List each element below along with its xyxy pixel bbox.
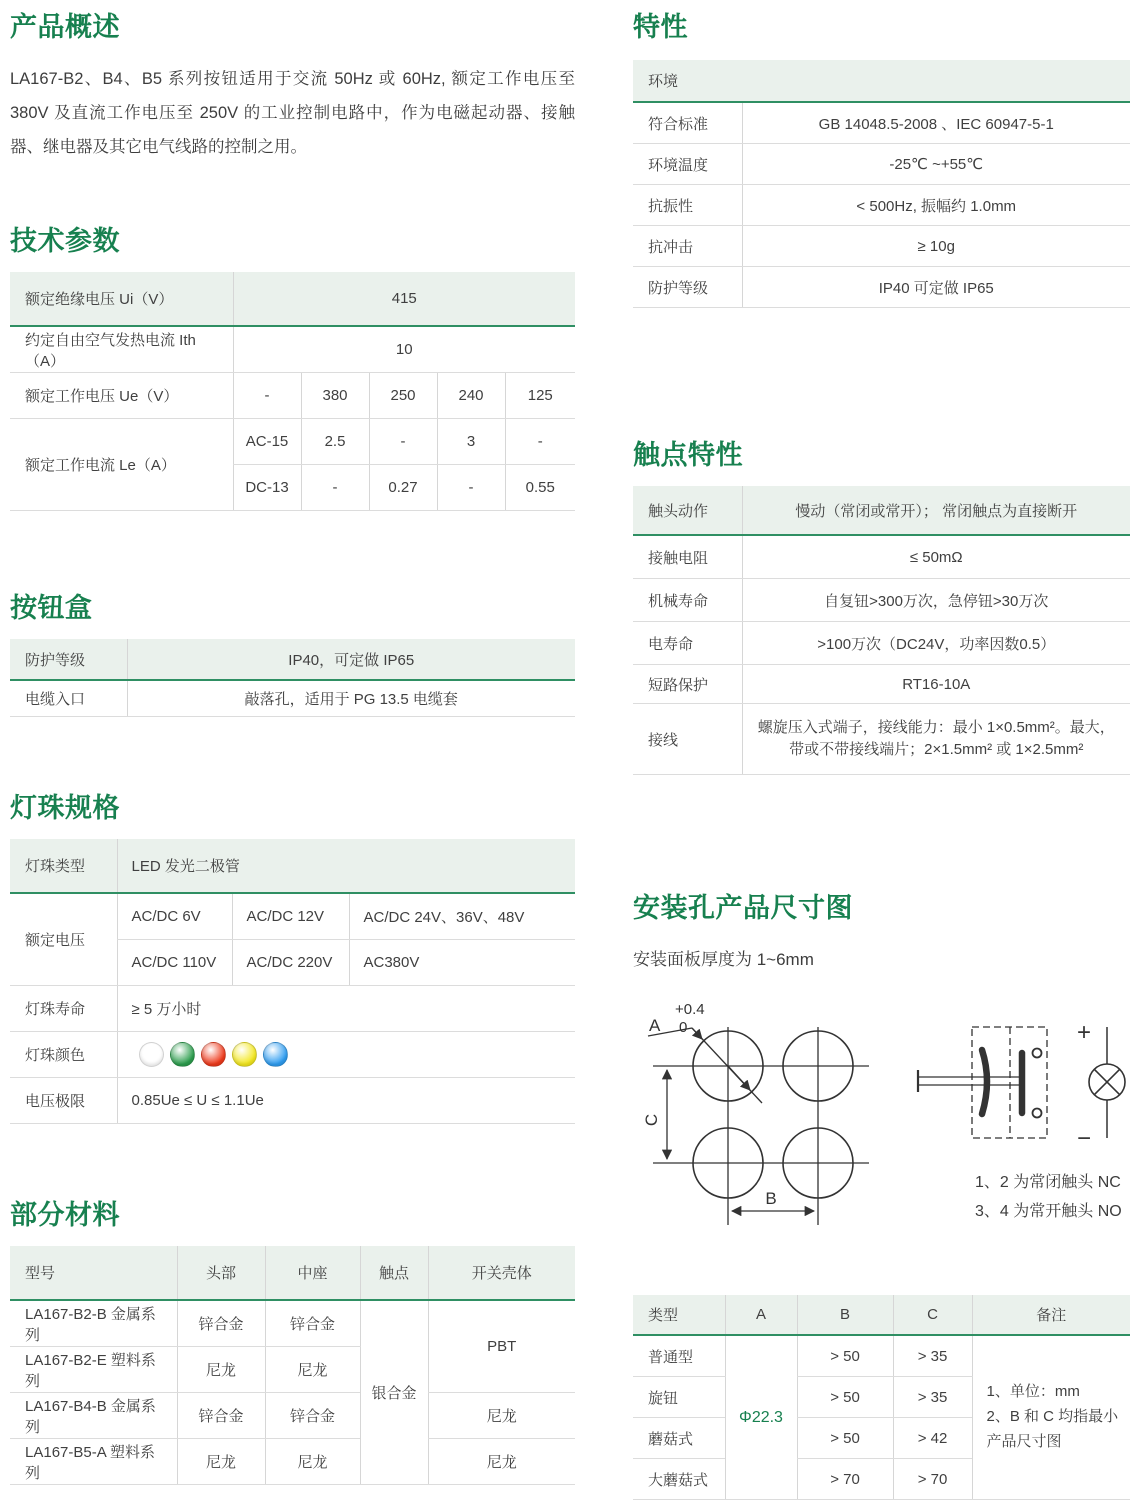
cell-value: 锌合金 xyxy=(265,1300,360,1347)
polarity-plus: + xyxy=(1076,1019,1091,1046)
cell-remarks xyxy=(972,1335,1130,1500)
row-label: 灯珠类型 xyxy=(10,839,117,893)
table-row xyxy=(633,1335,1130,1377)
led-dot-blue xyxy=(263,1042,288,1067)
row-label: 约定自由空气发热电流 Ith（A） xyxy=(10,326,233,373)
cell-value: AC/DC 24V、36V、48V xyxy=(349,893,575,940)
cell-model: LA167-B5-A 塑料系列 xyxy=(10,1439,177,1485)
section-title-button-box: 按钮盒 xyxy=(10,593,93,623)
section-technical-parameters xyxy=(10,224,575,511)
table-row xyxy=(10,1439,575,1485)
cell-contact-material: 银合金 xyxy=(360,1300,428,1485)
row-label: 灯珠寿命 xyxy=(10,986,117,1032)
led-color-cell xyxy=(117,1032,575,1078)
table-row xyxy=(633,144,1130,185)
nc-contact-bar xyxy=(982,1050,987,1114)
row-label: 额定绝缘电压 Ui（V） xyxy=(10,272,233,326)
table-row xyxy=(633,579,1130,622)
section-title-features: 特性 xyxy=(633,12,688,42)
table-row xyxy=(633,665,1130,704)
row-label: 额定工作电流 Le（A） xyxy=(10,419,233,511)
section-product-overview xyxy=(10,0,575,164)
led-dot-yellow xyxy=(232,1042,257,1067)
cell-value: 125 xyxy=(505,373,575,419)
cell-value: -25℃ ~+55℃ xyxy=(742,144,1130,185)
column-header: C xyxy=(893,1295,972,1335)
cell-shell-material: 尼龙 xyxy=(428,1439,575,1485)
cell-value: > 42 xyxy=(893,1418,972,1459)
section-led-specs xyxy=(10,791,575,1124)
technical-parameters-table xyxy=(10,272,575,511)
cell-value: 敲落孔，适用于 PG 13.5 电缆套 xyxy=(127,680,575,717)
table-row xyxy=(633,267,1130,308)
mounting-panel-thickness-note: 安装面板厚度为 1~6mm xyxy=(633,950,814,969)
led-dot-red xyxy=(201,1042,226,1067)
cell-shell-material: 尼龙 xyxy=(428,1393,575,1439)
table-row xyxy=(10,1032,575,1078)
column-header: 环境 xyxy=(633,60,1130,102)
nc-note: 1、2 为常闭触头 NC xyxy=(975,1174,1121,1191)
row-label: 抗冲击 xyxy=(633,226,742,267)
cell-value: 慢动（常闭或常开）； 常闭触点为直接断开 xyxy=(742,486,1130,535)
cell-value: AC-15 xyxy=(233,419,301,465)
cell-value: RT16-10A xyxy=(742,665,1130,704)
cell-value: AC/DC 12V xyxy=(232,893,349,940)
cell-value: 尼龙 xyxy=(265,1347,360,1393)
row-label: 接线 xyxy=(633,704,742,775)
cell-diameter-a: Φ22.3 xyxy=(725,1335,797,1500)
section-title-materials: 部分材料 xyxy=(10,1200,120,1230)
cell-value: IP40 可定做 IP65 xyxy=(742,267,1130,308)
table-row xyxy=(10,326,575,373)
contact-notes xyxy=(975,1173,1122,1220)
cell-shell-material: PBT xyxy=(428,1300,575,1393)
column-header: 中座 xyxy=(265,1246,360,1300)
table-row xyxy=(633,185,1130,226)
tolerance-lower: 0 xyxy=(679,1019,688,1036)
button-box-table xyxy=(10,639,575,717)
table-row xyxy=(10,1078,575,1124)
cell-value: < 500Hz, 振幅约 1.0mm xyxy=(742,185,1130,226)
led-specs-table xyxy=(10,839,575,1124)
cell-value: 尼龙 xyxy=(265,1439,360,1485)
cell-value: 锌合金 xyxy=(177,1300,265,1347)
dim-label-c: C xyxy=(642,1113,661,1127)
materials-table xyxy=(10,1246,575,1485)
section-title-led-specs: 灯珠规格 xyxy=(10,793,120,823)
column-header: A xyxy=(725,1295,797,1335)
contact-features-table xyxy=(633,486,1130,775)
table-row xyxy=(633,102,1130,144)
cell-value: 250 xyxy=(369,373,437,419)
cell-value: 螺旋压入式端子，接线能力：最小 1×0.5mm²。最大，带或不带接线端片；2×1.5mm² 或 1×2.5mm² xyxy=(742,704,1130,775)
terminal-circle xyxy=(1033,1049,1042,1058)
column-header: 头部 xyxy=(177,1246,265,1300)
cell-type: 普通型 xyxy=(633,1335,725,1377)
cell-value: - xyxy=(369,419,437,465)
row-label: 环境温度 xyxy=(633,144,742,185)
cell-value: ≤ 50mΩ xyxy=(742,535,1130,579)
terminal-circle xyxy=(1033,1109,1042,1118)
table-row xyxy=(10,986,575,1032)
cell-model: LA167-B2-B 金属系列 xyxy=(10,1300,177,1347)
remark-line: 2、B 和 C 均指最小产品尺寸图 xyxy=(986,1408,1119,1450)
led-dot-green xyxy=(170,1042,195,1067)
row-label: 触头动作 xyxy=(633,486,742,535)
section-button-box xyxy=(10,591,575,717)
table-row xyxy=(10,1300,575,1347)
table-row xyxy=(10,839,575,893)
row-label: 防护等级 xyxy=(633,267,742,308)
cell-value: DC-13 xyxy=(233,465,301,511)
cell-value: 240 xyxy=(437,373,505,419)
cell-value: 0.27 xyxy=(369,465,437,511)
cell-type: 大蘑菇式 xyxy=(633,1459,725,1500)
column-header: 型号 xyxy=(10,1246,177,1300)
cell-value: > 35 xyxy=(893,1377,972,1418)
features-table xyxy=(633,60,1130,308)
table-row xyxy=(633,704,1130,775)
cell-value: 10 xyxy=(233,326,575,373)
table-row xyxy=(10,1393,575,1439)
cell-value: AC/DC 110V xyxy=(117,940,232,986)
row-label: 接触电阻 xyxy=(633,535,742,579)
contact-schematic xyxy=(918,1019,1125,1152)
column-header: 备注 xyxy=(972,1295,1130,1335)
cell-value: 自复钮>300万次，急停钮>30万次 xyxy=(742,579,1130,622)
cell-value: - xyxy=(505,419,575,465)
cell-value: AC/DC 220V xyxy=(232,940,349,986)
cell-value: ≥ 5 万小时 xyxy=(117,986,575,1032)
cell-value: >100万次（DC24V，功率因数0.5） xyxy=(742,622,1130,665)
section-title-overview: 产品概述 xyxy=(10,12,120,42)
table-row xyxy=(633,226,1130,267)
section-title-contact-features: 触点特性 xyxy=(633,440,743,470)
cell-value: 380 xyxy=(301,373,369,419)
cell-value: > 70 xyxy=(797,1459,893,1500)
mounting-holes-group xyxy=(648,1027,869,1225)
row-label: 额定工作电压 Ue（V） xyxy=(10,373,233,419)
no-note: 3、4 为常开触头 NO xyxy=(975,1203,1122,1220)
row-label: 灯珠颜色 xyxy=(10,1032,117,1078)
row-label: 短路保护 xyxy=(633,665,742,704)
mounting-dimension-diagram xyxy=(633,1000,1130,1255)
column-header: 触点 xyxy=(360,1246,428,1300)
table-row xyxy=(10,680,575,717)
right-column xyxy=(633,0,1130,1500)
dim-label-b: B xyxy=(765,1189,777,1208)
table-row xyxy=(10,373,575,419)
section-contact-features xyxy=(633,438,1130,775)
remark-line: 1、单位：mm xyxy=(986,1383,1080,1401)
row-label: 电压极限 xyxy=(10,1078,117,1124)
row-label: 机械寿命 xyxy=(633,579,742,622)
table-row xyxy=(10,639,575,680)
mounting-dimension-labels xyxy=(642,1001,777,1208)
table-row xyxy=(10,893,575,940)
row-label: 防护等级 xyxy=(10,639,127,680)
left-column xyxy=(10,0,575,1500)
tolerance-upper: +0.4 xyxy=(675,1001,705,1018)
cell-value: - xyxy=(437,465,505,511)
table-header-row xyxy=(633,60,1130,102)
cell-model: LA167-B2-E 塑料系列 xyxy=(10,1347,177,1393)
section-title-technical-parameters: 技术参数 xyxy=(10,226,120,256)
table-row xyxy=(633,535,1130,579)
cell-value: 尼龙 xyxy=(177,1347,265,1393)
overview-paragraph: LA167-B2、B4、B5 系列按钮适用于交流 50Hz 或 60Hz, 额定工作电压至 380V 及直流工作电压至 250V 的工业控制电路中，作为电磁起动器、接触器、继电器及其它电气线路的控制之用。 xyxy=(10,70,575,156)
cell-value: 尼龙 xyxy=(177,1439,265,1485)
row-label: 符合标准 xyxy=(633,102,742,144)
cell-type: 蘑菇式 xyxy=(633,1418,725,1459)
cell-type: 旋钮 xyxy=(633,1377,725,1418)
row-label: 电寿命 xyxy=(633,622,742,665)
table-row xyxy=(10,419,575,465)
cell-value: > 50 xyxy=(797,1335,893,1377)
table-row xyxy=(10,272,575,326)
cell-value: AC380V xyxy=(349,940,575,986)
cell-value: GB 14048.5-2008 、IEC 60947-5-1 xyxy=(742,102,1130,144)
table-header-row xyxy=(633,486,1130,535)
column-header: B xyxy=(797,1295,893,1335)
dim-label-a: A xyxy=(649,1016,661,1035)
table-header-row xyxy=(633,1295,1130,1335)
cell-value: LED 发光二极管 xyxy=(117,839,575,893)
cell-value: AC/DC 6V xyxy=(117,893,232,940)
table-header-row xyxy=(10,1246,575,1300)
led-dot-white xyxy=(139,1042,164,1067)
section-materials xyxy=(10,1198,575,1485)
cell-value: 0.55 xyxy=(505,465,575,511)
cell-value: > 35 xyxy=(893,1335,972,1377)
table-row xyxy=(633,622,1130,665)
mounting-size-table-wrap xyxy=(633,1295,1130,1500)
row-label: 电缆入口 xyxy=(10,680,127,717)
row-label: 额定电压 xyxy=(10,893,117,986)
section-features xyxy=(633,10,1130,308)
polarity-minus: − xyxy=(1076,1125,1091,1152)
cell-value: > 50 xyxy=(797,1418,893,1459)
row-label: 抗振性 xyxy=(633,185,742,226)
cell-value: 0.85Ue ≤ U ≤ 1.1Ue xyxy=(117,1078,575,1124)
column-header: 类型 xyxy=(633,1295,725,1335)
cell-value: 2.5 xyxy=(301,419,369,465)
section-title-mounting-dimensions: 安装孔产品尺寸图 xyxy=(633,893,853,923)
led-color-dots xyxy=(126,1042,568,1067)
cell-value: > 50 xyxy=(797,1377,893,1418)
cell-value: - xyxy=(233,373,301,419)
cell-model: LA167-B4-B 金属系列 xyxy=(10,1393,177,1439)
cell-value: > 70 xyxy=(893,1459,972,1500)
cell-value: 锌合金 xyxy=(265,1393,360,1439)
cell-value: 3 xyxy=(437,419,505,465)
cell-value: 锌合金 xyxy=(177,1393,265,1439)
mounting-size-table xyxy=(633,1295,1130,1500)
column-header: 开关壳体 xyxy=(428,1246,575,1300)
cell-value: IP40，可定做 IP65 xyxy=(127,639,575,680)
section-mounting-dimensions xyxy=(633,891,1130,1500)
cell-value: ≥ 10g xyxy=(742,226,1130,267)
cell-value: - xyxy=(301,465,369,511)
cell-value: 415 xyxy=(233,272,575,326)
